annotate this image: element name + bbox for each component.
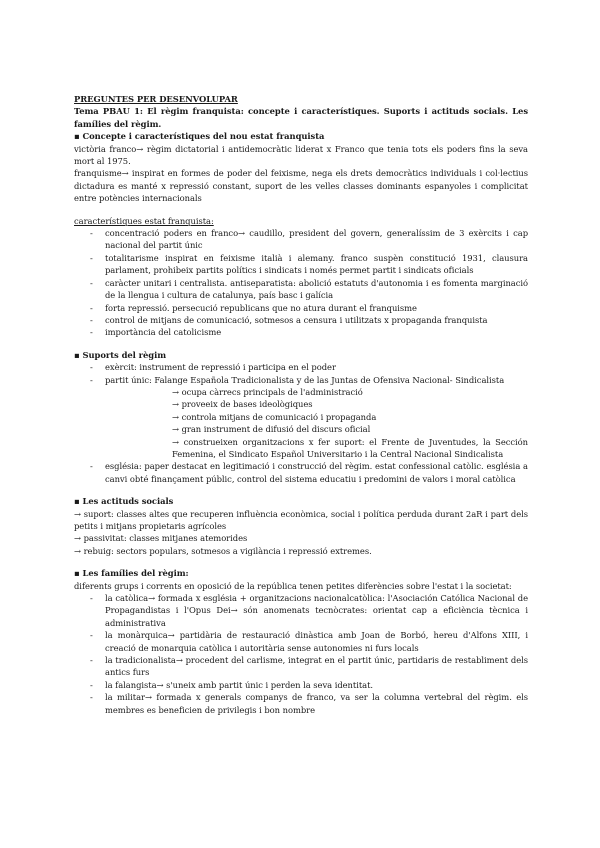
tema-title: Tema PBAU 1: El règim franquista: concepte i característiques. Suports i actituds socials. Les famílies del règim. — [74, 106, 528, 129]
list-item: - la catòlica→ formada x església + organitzacions nacionalcatòlica: l'Asociación Católica Nacional de Propagandistas i l'Opus Dei→ són anomenats tecnòcrates: orientat cap a eficiència tècnica i administrativa — [74, 592, 528, 629]
supports-list-continued — [74, 460, 528, 485]
spacer — [74, 339, 528, 349]
list-item: - caràcter unitari i centralista. antiseparatista: abolició estatuts d'autonomia i es fomenta marginació de la llengua i cultura de catalunya, país basc i galícia — [74, 277, 528, 302]
list-item: - control de mitjans de comunicació, sotmesos a censura i utilitzats x propaganda franquista — [74, 314, 528, 326]
list-item: - concentració poders en franco→ caudillo, president del govern, generalíssim de 3 exèrcits i cap nacional del partit únic — [74, 227, 528, 252]
list-item: - església: paper destacat en legitimació i construcció del règim. estat confessional catòlic. església a canvi obté finançament públic, control del sistema educatiu i predomini de valors i moral catòlica — [74, 460, 528, 485]
party-functions-list — [74, 386, 528, 460]
characteristics-list — [74, 227, 528, 339]
section-3-title: ▪ Les actituds socials — [74, 496, 174, 507]
section-4-intro: diferents grups i corrents en oposició de la república tenen petites diferències sobre l'estat i la societat: — [74, 580, 512, 591]
spacer — [74, 485, 528, 495]
spacer — [74, 557, 528, 567]
attitude-line: → rebuig: sectors populars, sotmesos a vigilància i repressió extremes. — [74, 545, 372, 556]
list-item: - exèrcit: instrument de repressió i participa en el poder — [74, 361, 528, 373]
supports-list — [74, 361, 528, 386]
section-1-paragraph-2: franquisme→ inspirat en formes de poder del feixisme, nega els drets democràtics individuals i col·lectius dictadura es manté x repressió constant, suport de les velles classes dominants espanyoles i complicitat entre potències internacionals — [74, 168, 528, 204]
list-item: - forta repressió. persecució republicans que no atura durant el franquisme — [74, 302, 528, 314]
section-1-title: ▪ Concepte i característiques del nou estat franquista — [74, 131, 325, 142]
section-2-title: ▪ Suports del règim — [74, 349, 167, 360]
list-item: → ocupa càrrecs principals de l'administració — [172, 386, 363, 397]
attitude-line: → passivitat: classes mitjanes atemorides — [74, 533, 248, 544]
spacer — [74, 205, 528, 215]
section-4-title: ▪ Les famílies del règim: — [74, 568, 189, 579]
section-1-subheading: característiques estat franquista: — [74, 215, 214, 226]
list-item: → proveeix de bases ideològiques — [172, 399, 313, 410]
list-item: - totalitarisme inspirat en feixisme italià i alemany. franco suspèn constitució 1931, clausura parlament, prohibeix partits polítics i sindicats i només permet partit i sindicats oficials — [74, 252, 528, 277]
attitude-line: → suport: classes altes que recuperen influència econòmica, social i política perduda durant 2aR i part dels petits i mitjans propietaris agrícoles — [74, 508, 528, 531]
list-item: - la tradicionalista→ procedent del carlisme, integrat en el partit únic, partidaris de restabliment dels antics furs — [74, 654, 528, 679]
document-body — [74, 93, 528, 716]
list-item: → controla mitjans de comunicació i propaganda — [172, 411, 377, 422]
list-item: → gran instrument de difusió del discurs oficial — [172, 424, 371, 435]
list-item: - la militar→ formada x generals companys de franco, va ser la columna vertebral del règim. els membres es beneficien de privilegis i bon nombre — [74, 691, 528, 716]
doc-header: PREGUNTES PER DESENVOLUPAR — [74, 94, 238, 104]
list-item: → construeixen organitzacions x fer suport: el Frente de Juventudes, la Sección Femenina, el Sindicato Español Universitario i la Central Nacional Sindicalista — [172, 436, 528, 459]
list-item: - la monàrquica→ partidària de restauració dinàstica amb Joan de Borbó, hereu d'Alfons XIII, i creació de monarquia catòlica i autoritària sense autonomies ni furs locals — [74, 629, 528, 654]
list-item: - partit únic: Falange Española Tradicionalista y de las Juntas de Ofensiva Nacional- Sindicalista — [74, 374, 528, 386]
list-item: - importància del catolicisme — [74, 326, 528, 338]
section-1-paragraph-1: victòria franco→ règim dictatorial i antidemocràtic liderat x Franco que tenia tots els poders fins la seva mort al 1975. — [74, 143, 528, 167]
families-list — [74, 592, 528, 716]
list-item: - la falangista→ s'uneix amb partit únic i perden la seva identitat. — [74, 679, 528, 691]
